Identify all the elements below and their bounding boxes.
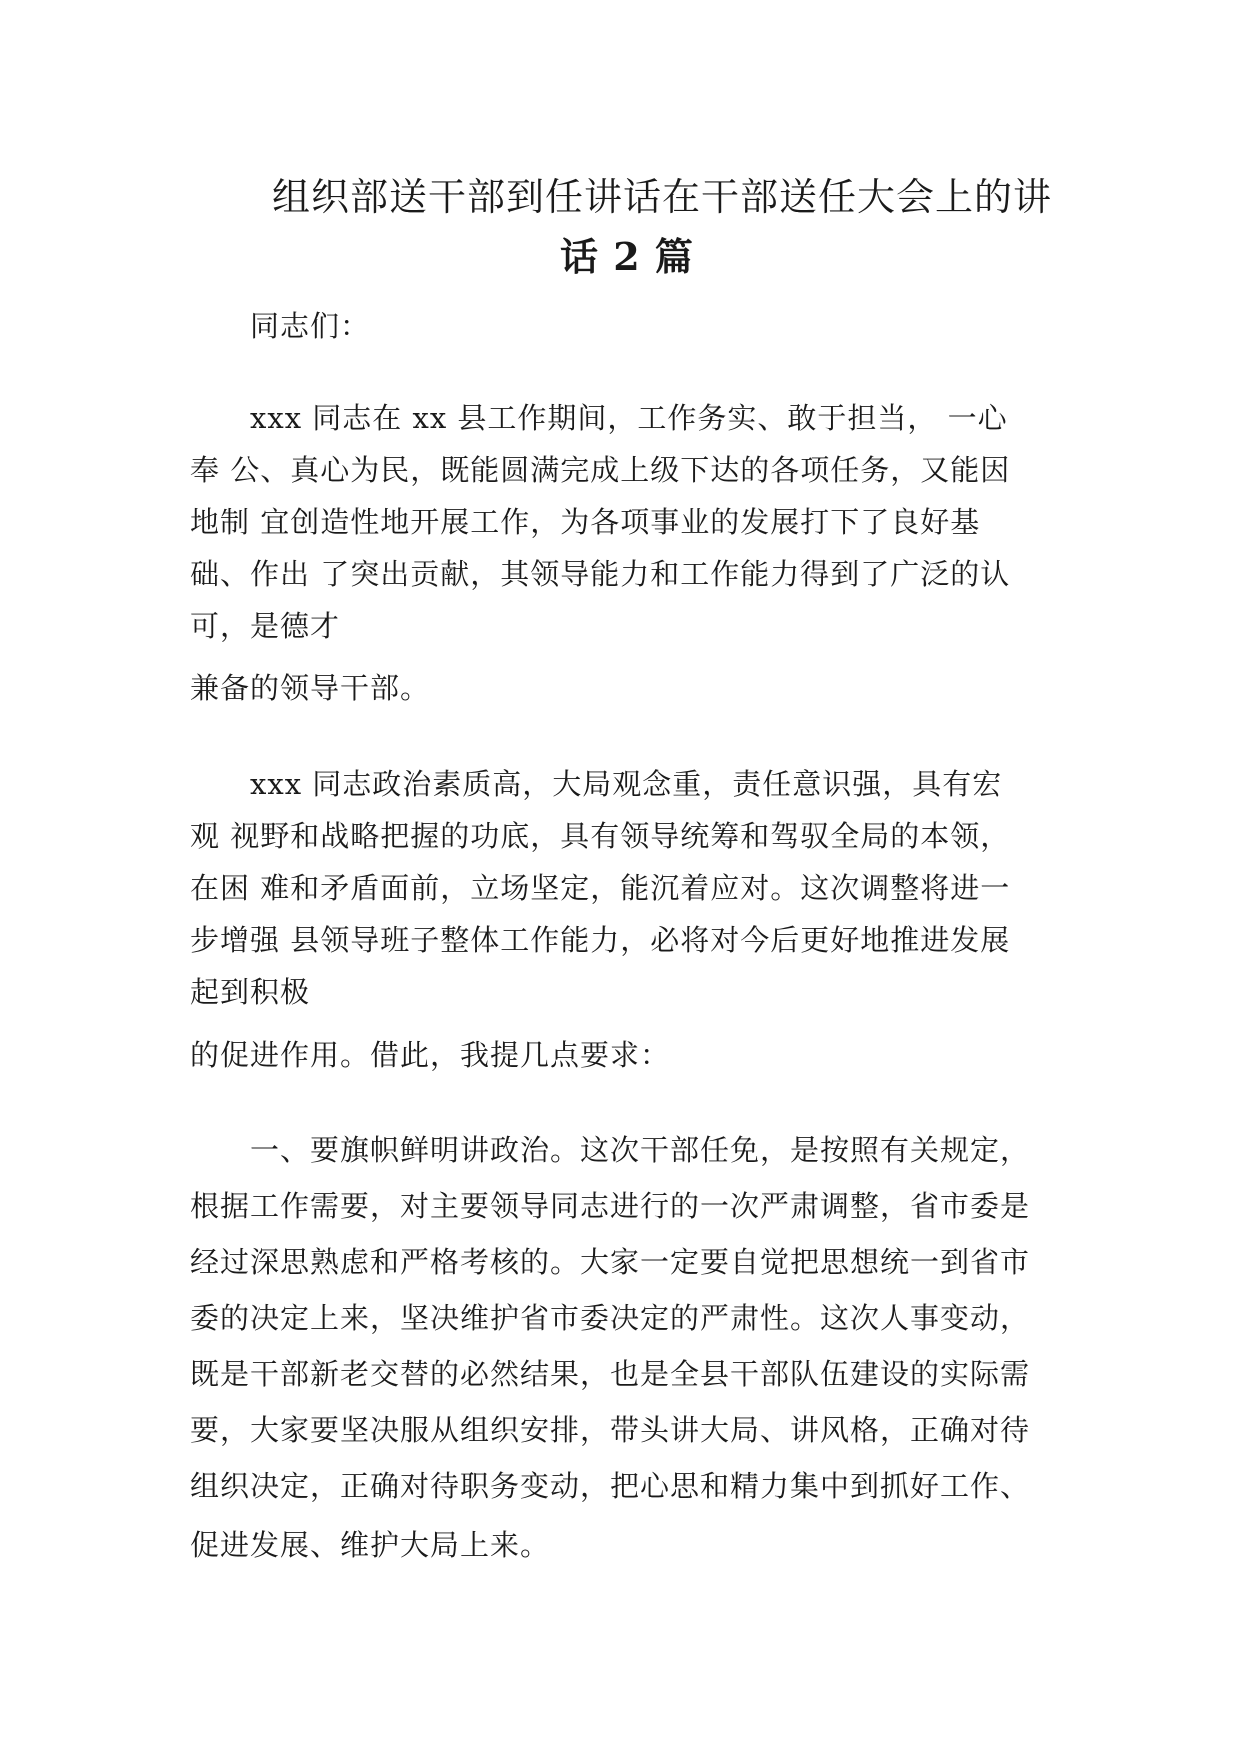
paragraph-line: 要，大家要坚决服从组织安排，带头讲大局、讲风格，正确对待 xyxy=(190,1413,1031,1447)
paragraph-line: 一、要旗帜鲜明讲政治。这次干部任免，是按照有关规定， xyxy=(250,1133,1031,1167)
paragraph-line: 步增强 县领导班子整体工作能力，必将对今后更好地推进发展 xyxy=(190,923,1011,957)
paragraph-line: 根据工作需要，对主要领导同志进行的一次严肃调整，省市委是 xyxy=(190,1189,1031,1223)
paragraph-line: 组织决定，正确对待职务变动，把心思和精力集中到抓好工作、 xyxy=(190,1469,1031,1503)
paragraph-line: 起到积极 xyxy=(190,975,311,1009)
paragraph-line: 兼备的领导干部。 xyxy=(190,671,431,705)
paragraph-line: 经过深思熟虑和严格考核的。大家一定要自觉把思想统一到省市 xyxy=(190,1245,1031,1279)
paragraph-line: xxx 同志在 xx 县工作期间，工作务实、敢于担当， 一心 xyxy=(250,401,1008,435)
paragraph-line: 在困 难和矛盾面前，立场坚定，能沉着应对。这次调整将进一 xyxy=(190,871,1011,905)
paragraph-line: 的促进作用。借此，我提几点要求： xyxy=(190,1038,671,1072)
paragraph-line: 地制 宜创造性地开展工作，为各项事业的发展打下了良好基 xyxy=(190,505,981,539)
paragraph-line: xxx 同志政治素质高，大局观念重，责任意识强，具有宏 xyxy=(250,767,1003,801)
paragraph-line: 可，是德才 xyxy=(190,609,341,643)
salutation: 同志们： xyxy=(250,309,371,343)
paragraph-line: 委的决定上来，坚决维护省市委决定的严肃性。这次人事变动， xyxy=(190,1301,1031,1335)
paragraph-line: 奉 公、真心为民，既能圆满完成上级下达的各项任务，又能因 xyxy=(190,453,1011,487)
document-title-line-2: 话 2 篇 xyxy=(560,234,694,279)
paragraph-line: 观 视野和战略把握的功底，具有领导统筹和驾驭全局的本领， xyxy=(190,819,1011,853)
paragraph-line: 础、作出 了突出贡献，其领导能力和工作能力得到了广泛的认 xyxy=(190,557,1011,591)
paragraph-line: 促进发展、维护大局上来。 xyxy=(190,1528,551,1562)
document-title-line-1: 组织部送干部到任讲话在干部送任大会上的讲 xyxy=(272,175,1053,219)
paragraph-line: 既是干部新老交替的必然结果，也是全县干部队伍建设的实际需 xyxy=(190,1357,1031,1391)
